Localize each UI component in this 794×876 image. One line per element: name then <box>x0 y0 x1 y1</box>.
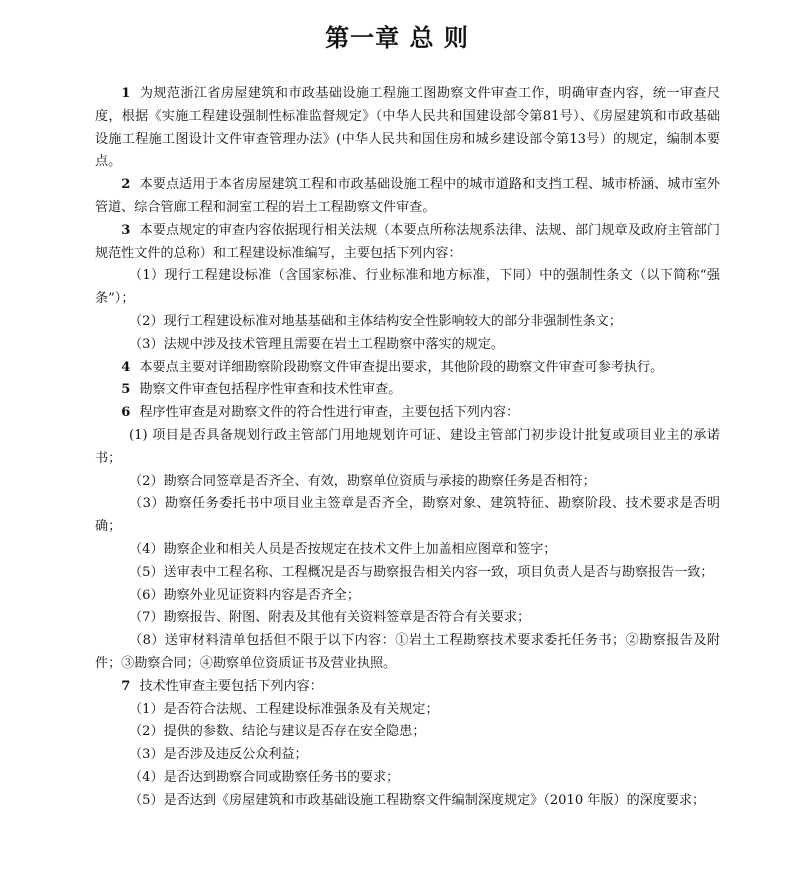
paragraph-number: 3 <box>121 222 131 238</box>
paragraph-text: （3）是否涉及违反公众利益； <box>129 747 308 763</box>
numbered-paragraph <box>95 402 720 425</box>
paragraph-text: （5）是否达到《房屋建筑和市政基础设施工程勘察文件编制深度规定》（2010 年版）的深度要求； <box>129 792 706 808</box>
chapter-title: 第一章 总 则 <box>325 24 469 52</box>
sub-item-paragraph <box>95 425 720 471</box>
paragraph-text: 勘察文件审查包括程序性审查和技术性审查。 <box>139 382 402 398</box>
paragraph-text: 技术性审查主要包括下列内容： <box>139 678 323 694</box>
paragraph-text: （6）勘察外业见证资料内容是否齐全； <box>129 587 360 603</box>
document-body <box>95 83 720 813</box>
paragraph-text: （2）现行工程建设标准对地基基础和主体结构安全性影响较大的部分非强制性条文； <box>129 313 622 329</box>
paragraph-number: 6 <box>121 405 131 421</box>
paragraph-text: 本要点主要对详细勘察阶段勘察文件审查提出要求，其他阶段的勘察文件审查可参考执行。 <box>139 359 664 375</box>
sub-item-paragraph <box>95 539 720 562</box>
sub-item-paragraph <box>95 721 720 744</box>
numbered-paragraph <box>95 357 720 380</box>
sub-item-paragraph <box>95 585 720 608</box>
paragraph-text: （4）是否达到勘察合同或勘察任务书的要求； <box>129 769 400 785</box>
sub-item-paragraph <box>95 790 720 813</box>
sub-item-paragraph <box>95 744 720 767</box>
paragraph-text: （2）提供的参数、结论与建议是否存在安全隐患； <box>129 724 426 740</box>
sub-item-paragraph <box>95 493 720 539</box>
paragraph-text: 本要点适用于本省房屋建筑工程和市政基础设施工程中的城市道路和支挡工程、城市桥涵、城市室外管道、综合管廊工程和洞室工程的岩土工程勘察文件审查。 <box>95 177 720 215</box>
paragraph-text: （3）勘察任务委托书中项目业主签章是否齐全，勘察对象、建筑特征、勘察阶段、技术要求是否明确； <box>95 496 720 535</box>
sub-item-paragraph <box>95 311 720 334</box>
paragraph-number: 7 <box>121 678 131 694</box>
paragraph-text: （5）送审表中工程名称、工程概况是否与勘察报告相关内容一致，项目负责人是否与勘察报告一致； <box>129 564 714 580</box>
paragraph-number: 5 <box>121 382 131 398</box>
sub-item-paragraph <box>95 334 720 357</box>
paragraph-text: (1) 项目是否具备规划行政主管部门用地规划许可证、建设主管部门初步设计批复或项目业主的承诺书； <box>95 427 720 466</box>
paragraph-text: （2）勘察合同签章是否齐全、有效，勘察单位资质与承接的勘察任务是否相符； <box>129 473 596 489</box>
numbered-paragraph <box>95 220 720 266</box>
sub-item-paragraph <box>95 699 720 722</box>
paragraph-text: 为规范浙江省房屋建筑和市政基础设施工程施工图勘察文件审查工作，明确审查内容，统一审查尺度，根据《实施工程建设强制性标准监督规定》（中华人民共和国建设部令第81号）、《房屋建筑和市政基础设施工程施工图设计文件审查管理办法》(中华人民共和国住房和城乡建设部令第13号）的规定，编制本要点。 <box>95 86 720 170</box>
paragraph-text: 本要点规定的审查内容依据现行相关法规（本要点所称法规系法律、法规、部门规章及政府主管部门规范性文件的总称）和工程建设标准编写，主要包括下列内容： <box>95 222 720 261</box>
paragraph-text: （1）是否符合法规、工程建设标准强条及有关规定； <box>129 701 439 717</box>
paragraph-number: 2 <box>121 177 131 193</box>
sub-item-paragraph <box>95 767 720 790</box>
paragraph-text: 程序性审查是对勘察文件的符合性进行审查，主要包括下列内容： <box>139 405 520 421</box>
numbered-paragraph <box>95 379 720 402</box>
sub-item-paragraph <box>95 265 720 311</box>
sub-item-paragraph <box>95 471 720 494</box>
sub-item-paragraph <box>95 562 720 585</box>
paragraph-number: 4 <box>121 359 131 375</box>
paragraph-text: （4）勘察企业和相关人员是否按规定在技术文件上加盖相应图章和签字； <box>129 541 557 557</box>
paragraph-text: （3）法规中涉及技术管理且需要在岩土工程勘察中落实的规定。 <box>129 336 505 352</box>
paragraph-text: （8）送审材料清单包括但不限于以下内容：①岩土工程勘察技术要求委托任务书；②勘察报告及附件；③勘察合同；④勘察单位资质证书及营业执照。 <box>95 633 720 671</box>
numbered-paragraph <box>95 83 720 174</box>
sub-item-paragraph <box>95 630 720 676</box>
paragraph-number: 1 <box>121 86 131 101</box>
paragraph-text: （7）勘察报告、附图、附表及其他有关资料签章是否符合有关要求； <box>129 610 531 626</box>
paragraph-text: （1）现行工程建设标准（含国家标准、行业标准和地方标准，下同）中的强制性条文（以下简称“强条”）； <box>95 268 720 307</box>
numbered-paragraph <box>95 676 720 699</box>
sub-item-paragraph <box>95 607 720 630</box>
numbered-paragraph <box>95 174 720 220</box>
